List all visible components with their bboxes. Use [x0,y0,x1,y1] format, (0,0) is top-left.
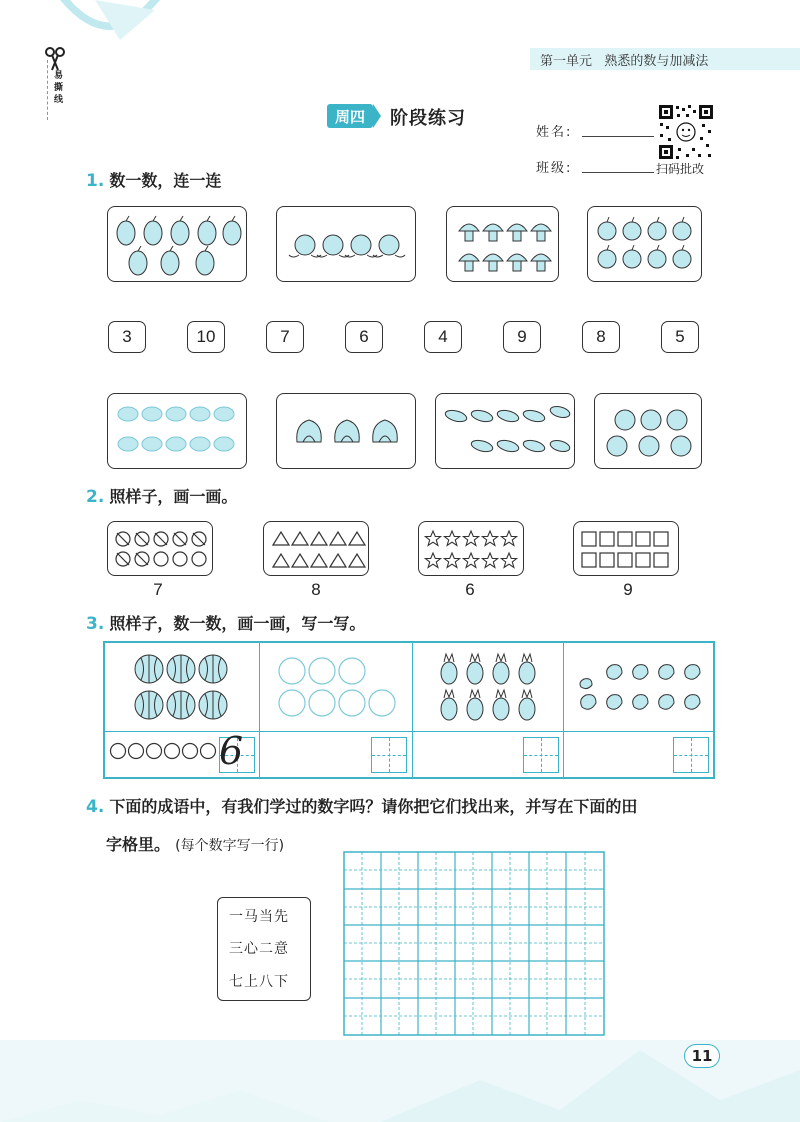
mushrooms-group [446,206,559,282]
crossed-circles-illustration [108,522,214,577]
q1-number: 1. [86,171,105,191]
header-unit-title [540,50,708,69]
idiom: 一马当先 [229,909,289,925]
number-box[interactable]: 9 [503,321,541,353]
footer-mountains [0,1020,800,1122]
eggplants-group [435,393,575,469]
strawberries-illustration [564,643,714,731]
mangoes-group [107,393,247,469]
crossed-circles-box [107,521,213,576]
q4-heading-line2 [106,832,284,855]
pineapples-illustration [413,643,563,731]
tear-line-label: 易撕线 [54,71,64,105]
idiom-box [217,897,311,1001]
tian-grid-cell[interactable] [371,737,407,773]
qr-label: 扫码批改 [656,162,705,176]
class-label: 班级: [536,161,573,176]
squares-illustration [574,522,680,577]
name-field[interactable] [582,136,654,137]
q2-number-label: 8 [311,580,321,599]
idiom: 三心二意 [229,941,289,957]
apples-illustration [588,207,703,283]
corner-swoosh [0,0,170,110]
q2-number-label: 7 [153,580,163,599]
stars-box [418,521,524,576]
tomatoes-illustration [595,394,703,470]
tear-line [47,60,48,120]
table-row-divider [105,731,713,732]
q4-number: 4. [86,797,105,817]
q3-table [103,641,715,779]
stars-illustration [419,522,525,577]
eggplants-illustration [436,394,576,470]
mushrooms-illustration [447,207,560,283]
triangles-illustration [264,522,370,577]
page-title: 阶段练习 [390,108,466,129]
q4-text-cont: 字格里。 [106,835,171,854]
cabbages-illustration [277,394,417,470]
peaches-illustration [277,207,417,283]
class-field[interactable] [582,172,654,173]
number-box[interactable]: 4 [424,321,462,353]
idiom: 七上八下 [229,974,289,990]
q4-text: 下面的成语中，有我们学过的数字吗？请你把它们找出来，并写在下面的田 [109,797,638,816]
apples-group [587,206,702,282]
q2-number-label: 9 [623,580,633,599]
q2-heading [86,484,237,507]
unit-label: 第一单元 [540,54,593,69]
tian-grid-cell[interactable] [673,737,709,773]
watermelons-illustration [105,643,259,731]
squares-box [573,521,679,576]
triangles-box [263,521,369,576]
page-number: 11 [684,1044,720,1068]
mangoes-illustration [108,394,248,470]
number-box[interactable]: 6 [345,321,383,353]
q3-text: 照样子，数一数，画一画，写一写。 [109,614,366,633]
number-box[interactable]: 10 [187,321,225,353]
tomatoes-group [594,393,702,469]
example-answer: 6 [219,729,244,773]
q2-text: 照样子，画一画。 [109,487,238,506]
q4-note: (每个数字写一行) [175,838,285,854]
q2-number: 2. [86,487,105,507]
example-circles [109,737,221,767]
number-box[interactable]: 8 [582,321,620,353]
qr-code-icon[interactable] [658,104,714,160]
cabbages-group [276,393,416,469]
number-box[interactable]: 3 [108,321,146,353]
number-box[interactable]: 5 [661,321,699,353]
q1-heading [86,168,221,191]
writing-grid[interactable] [343,851,605,1036]
oranges-illustration [260,643,412,731]
q1-text: 数一数，连一连 [109,171,222,190]
q3-number: 3. [86,614,105,634]
peaches-group [276,206,416,282]
gourds-illustration [108,207,248,283]
number-box[interactable]: 7 [266,321,304,353]
topic-label: 熟悉的数与加减法 [604,54,709,69]
tian-grid-cell[interactable] [523,737,559,773]
q3-heading [86,611,365,634]
day-badge: 周四 [327,104,373,128]
q2-number-label: 6 [465,580,475,599]
q4-heading [86,794,726,817]
gourds-group [107,206,247,282]
name-label: 姓名: [536,125,573,140]
day-badge-arrow [373,104,381,128]
